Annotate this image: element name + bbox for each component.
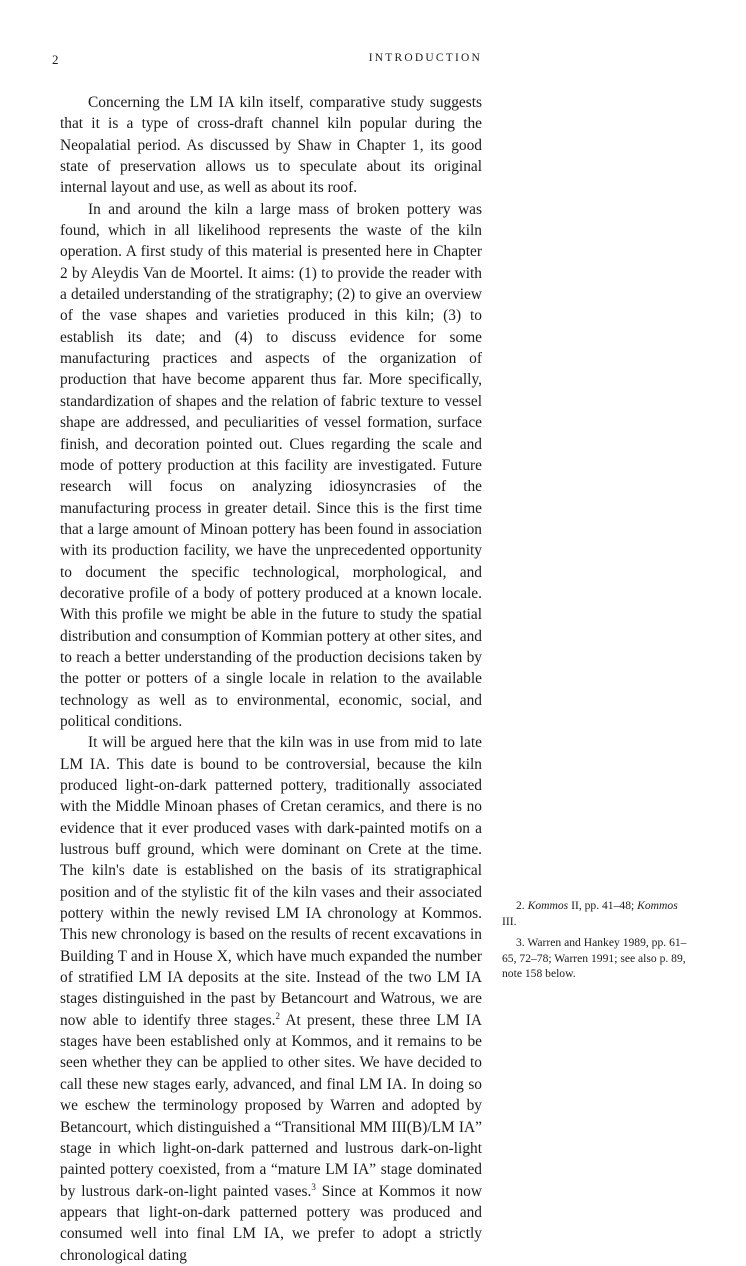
paragraph: In and around the kiln a large mass of broken pottery was found, which in all likelihood represents the waste of the kiln operation. A first study of this material is presented here in Chapter 2 by Aleydis Van de Moortel. It aims: (1) to provide the reader with a detailed understanding of the stratigraphy; (2) to give an overview of the vase shapes and varieties produced in this kiln; (3) to establish its date; and (4) to discuss evidence for some manufacturing practices and aspects of the organization of production that have become apparent thus far. More specifically, standardization of shapes and the relation of fabric texture to vessel shape are addressed, and peculiarities of vessel formation, surface finish, and decoration pointed out. Clues regarding the scale and mode of pottery production at this facility are investigated. Future research will focus on analyzing idiosyncrasies of the manufacturing process in greater detail. Since this is the first time that a large amount of Minoan pottery has been found in association with its production facility, we have the unprecedented opportunity to document the specific technological, morphological, and decorative profile of a body of pottery produced at a known locale. With this profile we might be able in the future to study the spatial distribution and consumption of Kommian pottery at other sites, and to reach a better understanding of the production decisions taken by the potter or potters of a single locale in relation to the available technology as well as to environmental, economic, social, and political conditions.: [60, 200, 482, 730]
main-text-column: [60, 92, 482, 1266]
footnote-number: 2.: [516, 899, 525, 912]
footnote-citation: Kommos: [637, 899, 678, 912]
footnote-text: II, pp. 41–48;: [568, 899, 638, 912]
page-number: 2: [52, 52, 59, 67]
footnote-3: 3. Warren and Hankey 1989, pp. 61–65, 72–78; Warren 1991; see also p. 89, note 158 below.: [502, 936, 687, 981]
paragraph-text: At present, these three LM IA stages have been established only at Kommos, and it remains to be seen whether they can be applied to other sites. We have decided to call these new stages early, advanced, and final LM IA. In doing so we eschew the terminology proposed by Warren and adopted by Betancourt, which distinguished a “Transitional MM III(B)/LM IA” stage in which light-on-dark patterned and lustrous dark-on-light painted pottery coexisted, from a “mature LM IA” stage dominated by lustrous dark-on-light painted vases.: [60, 1011, 482, 1200]
footnote-ref-3[interactable]: 3: [311, 1181, 316, 1192]
margin-footnotes: [502, 898, 694, 988]
running-head-title: INTRODUCTION: [368, 52, 482, 64]
paragraph-text: It will be argued here that the kiln was in use from mid to late LM IA. This date is bound to be controversial, because the kiln produced light-on-dark patterned pottery, traditionally associated with the Middle Minoan phases of Cretan ceramics, and there is no evidence that it ever produced vases with dark-painted motifs on a lustrous buff ground, which were dominant on Crete at the time. The kiln's date is established on the basis of its stratigraphical position and of the stylistic fit of the kiln vases and their associated pottery within the newly revised LM IA chronology at Kommos. This new chronology is based on the results of recent excavations in Building T and in House X, which have much expanded the number of stratified LM IA deposits at the site. Instead of the two LM IA stages distinguished in the past by Betancourt and Watrous, we are now able to identify three stages.: [60, 734, 482, 1029]
footnote-ref-2[interactable]: 2: [275, 1010, 280, 1021]
footnote-text: III.: [502, 914, 517, 928]
paragraph-text: Since at Kommos it now appears that light-on-dark patterned pottery was produced and consumed well into final LM IA, we prefer to adopt a strictly chronological dating: [60, 1182, 482, 1264]
footnote-2: [502, 898, 694, 929]
paragraph: Concerning the LM IA kiln itself, comparative study suggests that it is a type of cross-draft channel kiln popular during the Neopalatial period. As discussed by Shaw in Chapter 1, its good state of preservation allows us to speculate about its original internal layout and use, as well as about its roof.: [60, 94, 482, 197]
running-header: [52, 52, 482, 70]
footnote-citation: Kommos: [527, 899, 569, 912]
paragraph: [60, 732, 482, 1266]
